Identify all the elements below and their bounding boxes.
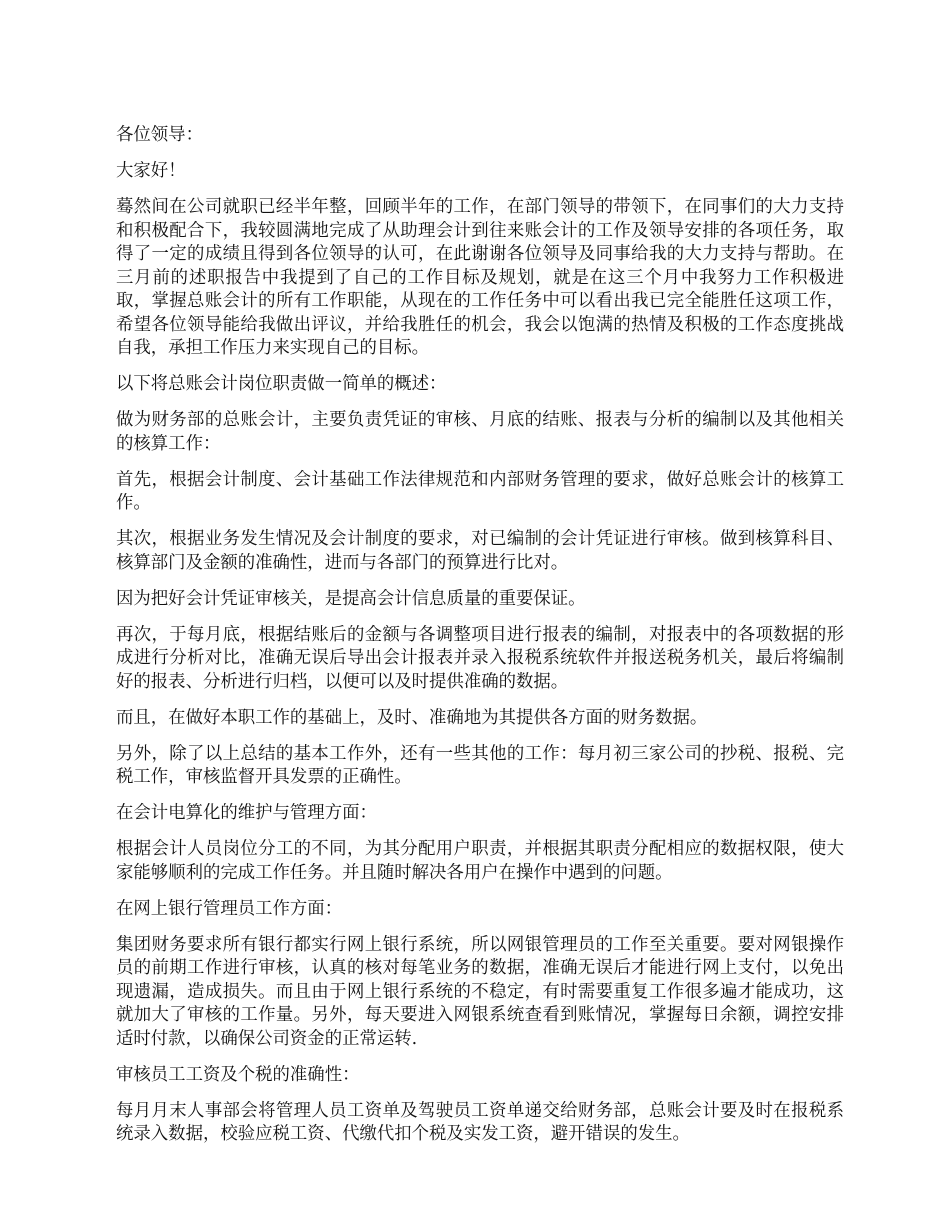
paragraph-first: 首先，根据会计制度、会计基础工作法律规范和内部财务管理的要求，做好总账会计的核算工作。 [116, 469, 844, 513]
paragraph-third: 再次，于每月底，根据结账后的金额与各调整项目进行报表的编制，对报表中的各项数据的形成进行分析对比，准确无误后导出会计报表并录入报税系统软件并报送税务机关，最后将编制好的报表、分析进行归档，以便可以及时提供准确的数据。 [116, 624, 844, 692]
paragraph-second: 其次，根据业务发生情况及会计制度的要求，对已编制的会计凭证进行审核。做到核算科目、核算部门及金额的准确性，进而与各部门的预算进行比对。 [116, 529, 844, 573]
salutation: 各位领导： [116, 125, 203, 145]
paragraph-computerization-heading: 在会计电算化的维护与管理方面： [116, 803, 377, 823]
greeting: 大家好！ [116, 161, 186, 181]
document-body [116, 124, 844, 1159]
paragraph-role-summary: 做为财务部的总账会计，主要负责凭证的审核、月底的结账、报表与分析的编制以及其他相关的核算工作： [116, 410, 844, 454]
paragraph-moreover: 而且，在做好本职工作的基础上，及时、准确地为其提供各方面的财务数据。 [116, 707, 708, 728]
paragraph-payroll-heading: 审核员工工资及个税的准确性： [116, 1064, 360, 1085]
paragraph-computerization: 根据会计人员岗位分工的不同，为其分配用户职责，并根据其职责分配相应的数据权限，使大家能够顺利的完成工作任务。并且随时解决各用户在操作中遇到的问题。 [116, 839, 844, 883]
paragraph-additional-work: 另外，除了以上总结的基本工作外，还有一些其他的工作：每月初三家公司的抄税、报税、完税工作，审核监督开具发票的正确性。 [116, 743, 844, 787]
paragraph-online-banking: 集团财务要求所有银行都实行网上银行系统，所以网银管理员的工作至关重要。要对网银操作员的前期工作进行审核，认真的核对每笔业务的数据，准确无误后才能进行网上支付，以免出现遗漏，造成损失。而且由于网上银行系统的不稳定，有时需要重复工作很多遍才能成功，这就加大了审核的工作量。另外，每天要进入网银系统查看到账情况，掌握每日余额，调控安排适时付款，以确保公司资金的正常运转. [116, 934, 844, 1049]
paragraph-payroll: 每月月末人事部会将管理人员工资单及驾驶员工资单递交给财务部，总账会计要及时在报税系统录入数据，校验应税工资、代缴代扣个税及实发工资，避开错误的发生。 [116, 1100, 844, 1144]
paragraph-voucher-review: 因为把好会计凭证审核关，是提高会计信息质量的重要保证。 [116, 588, 586, 609]
paragraph-intro: 蓦然间在公司就职已经半年整，回顾半年的工作，在部门领导的带领下，在同事们的大力支持和积极配合下，我较圆满地完成了从助理会计到往来账会计的工作及领导安排的各项任务，取得了一定的成绩且得到各位领导的认可，在此谢谢各位领导及同事给我的大力支持与帮助。在三月前的述职报告中我提到了自己的工作目标及规划，就是在这三个月中我努力工作积极进取，掌握总账会计的所有工作职能，从现在的工作任务中可以看出我已完全能胜任这项工作，希望各位领导能给我做出评议，并给我胜任的机会，我会以饱满的热情及积极的工作态度挑战自我，承担工作压力来实现自己的目标。 [116, 197, 844, 358]
paragraph-online-banking-heading: 在网上银行管理员工作方面： [116, 898, 343, 919]
paragraph-duties-heading: 以下将总账会计岗位职责做一简单的概述： [116, 374, 447, 394]
